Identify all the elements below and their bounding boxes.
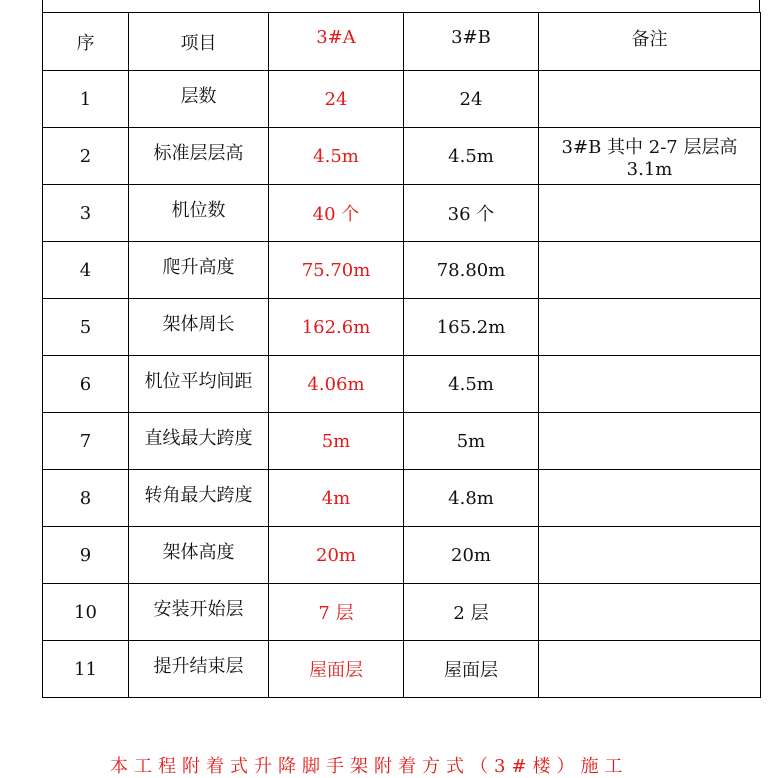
cell-3a xyxy=(269,299,404,356)
table-row xyxy=(43,527,761,584)
cell-no xyxy=(43,527,129,584)
table-row xyxy=(43,71,761,128)
cell-no xyxy=(43,71,129,128)
cell-item-text: 架体周长 xyxy=(162,314,235,335)
cell-no-text: 4 xyxy=(79,259,92,281)
cell-note xyxy=(539,128,761,185)
cell-item-text: 层数 xyxy=(180,86,217,107)
cell-no-text: 7 xyxy=(79,430,92,452)
cell-no-text: 5 xyxy=(79,316,92,338)
table-row xyxy=(43,299,761,356)
cell-3b xyxy=(404,527,539,584)
cell-note xyxy=(539,584,761,641)
cell-item xyxy=(129,242,269,299)
cell-item xyxy=(129,299,269,356)
header-note-text: 备注 xyxy=(631,28,668,50)
spec-table xyxy=(42,12,761,698)
cell-no xyxy=(43,185,129,242)
cell-3a xyxy=(269,185,404,242)
cell-3a-text: 24 xyxy=(324,88,348,110)
cell-note-text: 3#B 其中 2-7 层层高 3.1m xyxy=(561,136,738,180)
cell-no xyxy=(43,470,129,527)
cell-3a xyxy=(269,584,404,641)
cell-3a xyxy=(269,413,404,470)
cell-no xyxy=(43,242,129,299)
cell-3a-text: 20m xyxy=(316,544,356,566)
cell-3a xyxy=(269,470,404,527)
cell-item xyxy=(129,470,269,527)
cell-3b-text: 36 个 xyxy=(447,204,495,225)
cell-3a-text: 4.06m xyxy=(307,373,365,395)
table-row xyxy=(43,128,761,185)
cell-item xyxy=(129,413,269,470)
cell-3a-text: 屋面层 xyxy=(309,660,363,681)
table-row xyxy=(43,356,761,413)
cell-no xyxy=(43,128,129,185)
header-note xyxy=(539,13,761,71)
cell-note xyxy=(539,242,761,299)
cell-item xyxy=(129,71,269,128)
cell-no-text: 8 xyxy=(79,487,92,509)
cell-3b-text: 屋面层 xyxy=(444,660,498,681)
cell-note xyxy=(539,356,761,413)
header-item: 项目 xyxy=(129,13,269,71)
cell-item-text: 转角最大跨度 xyxy=(144,485,253,506)
cell-3b-text: 4.5m xyxy=(448,373,494,395)
footer-text: 本工程附着式升降脚手架附着方式（3#楼）施工 xyxy=(110,756,629,777)
cell-3b xyxy=(404,584,539,641)
cell-note xyxy=(539,641,761,698)
cell-3a xyxy=(269,641,404,698)
cell-3a-text: 7 层 xyxy=(318,603,354,624)
cell-no-text: 1 xyxy=(79,88,92,110)
cell-3a xyxy=(269,356,404,413)
cell-3b xyxy=(404,641,539,698)
cell-3a xyxy=(269,242,404,299)
cell-item-text: 直线最大跨度 xyxy=(144,428,253,449)
cell-no xyxy=(43,299,129,356)
cell-3a-text: 162.6m xyxy=(301,316,371,338)
cell-item xyxy=(129,641,269,698)
cell-3a-text: 4m xyxy=(321,487,351,509)
cell-note xyxy=(539,299,761,356)
cell-note xyxy=(539,527,761,584)
cell-3b xyxy=(404,413,539,470)
cell-3a xyxy=(269,128,404,185)
cell-3b xyxy=(404,242,539,299)
cell-3b-text: 20m xyxy=(451,544,491,566)
cell-item xyxy=(129,356,269,413)
cell-item-text: 安装开始层 xyxy=(153,599,244,620)
header-3b xyxy=(404,13,539,71)
cell-3b-text: 5m xyxy=(456,430,486,452)
cell-item xyxy=(129,128,269,185)
cell-3b xyxy=(404,356,539,413)
cell-item xyxy=(129,185,269,242)
cell-3a-text: 4.5m xyxy=(313,145,359,167)
cell-no-text: 9 xyxy=(79,544,92,566)
cell-no xyxy=(43,641,129,698)
cell-3b xyxy=(404,299,539,356)
cell-3a xyxy=(269,527,404,584)
cell-item-text: 机位平均间距 xyxy=(144,371,253,392)
cell-3b xyxy=(404,185,539,242)
cell-item xyxy=(129,584,269,641)
cell-no-text: 6 xyxy=(79,373,92,395)
cell-3b-text: 2 层 xyxy=(453,603,489,624)
cell-3b xyxy=(404,71,539,128)
cell-item-text: 提升结束层 xyxy=(153,656,244,677)
header-3a-text: 3#A xyxy=(316,27,356,48)
table-row xyxy=(43,584,761,641)
cell-no-text: 2 xyxy=(79,145,92,167)
header-row xyxy=(43,13,761,71)
cell-3b-text: 24 xyxy=(459,88,483,110)
cell-no-text: 10 xyxy=(74,601,97,623)
table-row xyxy=(43,185,761,242)
cell-note xyxy=(539,470,761,527)
page-edge xyxy=(42,0,760,12)
table-row xyxy=(43,470,761,527)
cell-note xyxy=(539,413,761,470)
cell-3a-text: 75.70m xyxy=(301,259,371,281)
cell-no-text: 11 xyxy=(74,658,97,680)
cell-3b-text: 4.5m xyxy=(448,145,494,167)
cell-item-text: 架体高度 xyxy=(162,542,235,563)
header-3b-text: 3#B xyxy=(451,27,491,48)
cell-item-text: 机位数 xyxy=(171,200,226,221)
header-no: 序 xyxy=(43,13,129,71)
cell-item-text: 爬升高度 xyxy=(162,257,235,278)
cell-item xyxy=(129,527,269,584)
table-row xyxy=(43,242,761,299)
cell-3b-text: 78.80m xyxy=(436,259,506,281)
cell-3b-text: 165.2m xyxy=(436,316,506,338)
cell-no xyxy=(43,356,129,413)
cell-3b-text: 4.8m xyxy=(448,487,494,509)
table-row xyxy=(43,413,761,470)
cell-no-text: 3 xyxy=(79,202,92,224)
cell-no xyxy=(43,584,129,641)
header-3a xyxy=(269,13,404,71)
cell-3a xyxy=(269,71,404,128)
cell-3b xyxy=(404,470,539,527)
cell-no xyxy=(43,413,129,470)
cell-note xyxy=(539,185,761,242)
cell-note xyxy=(539,71,761,128)
cell-3a-text: 5m xyxy=(321,430,351,452)
table-row xyxy=(43,641,761,698)
cell-item-text: 标准层层高 xyxy=(153,143,244,164)
cell-3b xyxy=(404,128,539,185)
cell-3a-text: 40 个 xyxy=(312,204,360,225)
